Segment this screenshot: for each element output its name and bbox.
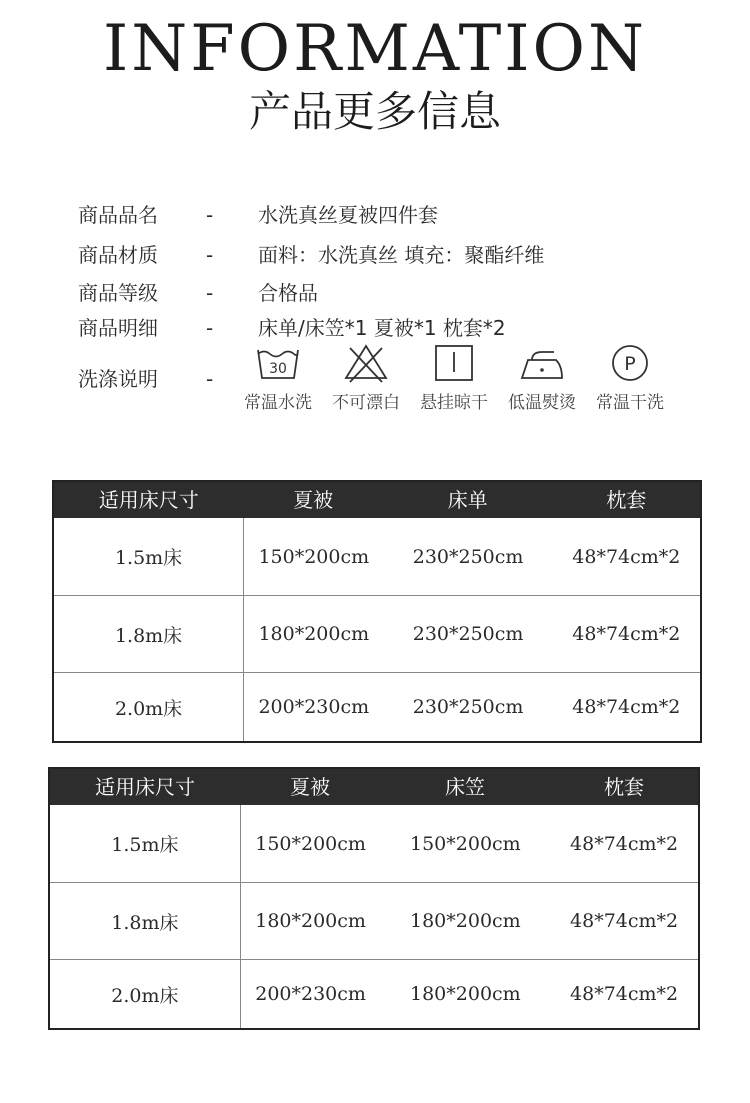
wash-label: 悬挂晾干 [420,393,488,413]
info-row-name [78,200,438,230]
bed-size-cell: 1.8m床 [54,596,244,672]
bed-size-cell: 2.0m床 [54,673,244,741]
pillowcase-cell: 48*74cm*2 [572,696,681,718]
header-cell: 夏被 [293,488,334,512]
size-table-sheet [52,480,702,743]
header-cell: 适用床尺寸 [98,488,199,512]
pillowcase-cell: 48*74cm*2 [570,983,679,1005]
pillowcase-cell: 48*74cm*2 [572,545,681,568]
wash-temp-text: 30 [269,361,287,377]
info-dash: - [206,281,214,305]
wash-item [586,342,674,413]
low-iron-icon [518,342,566,384]
quilt-cell: 180*200cm [255,910,366,932]
bed-size-cell: 1.5m床 [54,518,244,595]
dry-clean-p-icon [606,342,654,384]
wash-item [322,342,410,413]
header-cell: 夏被 [290,775,330,799]
info-row-wash [78,364,258,394]
info-label: 商品明细 [78,316,158,340]
fitted-sheet-cell: 180*200cm [410,910,521,932]
wash-label: 常温干洗 [596,393,664,413]
header-cell: 枕套 [604,775,644,799]
quilt-cell: 150*200cm [258,545,370,568]
info-dash: - [206,243,214,267]
info-row-grade [78,278,318,308]
title-english: INFORMATION [102,12,648,86]
sheet-cell: 230*250cm [412,623,524,645]
dry-clean-letter: P [624,353,636,375]
wash-icons [234,342,674,413]
quilt-cell: 200*230cm [255,983,366,1005]
wash-label: 常温水洗 [244,393,312,413]
info-label: 洗涤说明 [78,367,158,391]
info-value: 面料：水洗真丝 填充：聚酯纤维 [258,243,545,267]
table-header [54,482,700,518]
table-row [54,595,700,672]
info-value: 水洗真丝夏被四件套 [258,203,438,227]
fitted-sheet-cell: 150*200cm [410,832,521,855]
sheet-cell: 230*250cm [412,696,524,718]
quilt-cell: 200*230cm [258,696,370,718]
wash-item [234,342,322,413]
header-cell: 床笠 [445,775,485,799]
header-cell: 枕套 [606,488,647,512]
title-chinese: 产品更多信息 [248,87,501,136]
table-row [50,805,698,882]
header-cell: 适用床尺寸 [95,775,195,799]
quilt-cell: 150*200cm [255,832,366,855]
bed-size-cell: 2.0m床 [50,960,241,1028]
wash-item [410,342,498,413]
info-dash: - [206,367,214,391]
table-header [50,769,698,805]
info-dash: - [206,316,214,340]
wash-30-icon [254,342,302,384]
bed-size-cell: 1.8m床 [50,883,241,959]
wash-label: 不可漂白 [332,393,400,413]
info-row-detail [78,313,506,343]
wash-label: 低温熨烫 [508,393,576,413]
table-row [50,882,698,959]
hang-dry-icon [430,342,478,384]
table-row [50,959,698,1028]
pillowcase-cell: 48*74cm*2 [570,910,679,932]
bed-size-cell: 1.5m床 [50,805,241,882]
table-row [54,672,700,741]
header-cell: 床单 [447,488,488,512]
info-label: 商品材质 [78,243,158,267]
info-value: 合格品 [258,281,318,305]
info-value: 床单/床笠*1 夏被*1 枕套*2 [258,316,506,340]
quilt-cell: 180*200cm [258,623,370,645]
info-label: 商品品名 [78,203,158,227]
sheet-cell: 230*250cm [412,545,524,568]
info-dash: - [206,203,214,227]
fitted-sheet-cell: 180*200cm [410,983,521,1005]
pillowcase-cell: 48*74cm*2 [570,832,679,855]
size-table-fitted [48,767,700,1030]
no-bleach-icon [342,342,390,384]
pillowcase-cell: 48*74cm*2 [572,623,681,645]
wash-item [498,342,586,413]
table-row [54,518,700,595]
info-label: 商品等级 [78,281,158,305]
info-row-material [78,240,544,270]
